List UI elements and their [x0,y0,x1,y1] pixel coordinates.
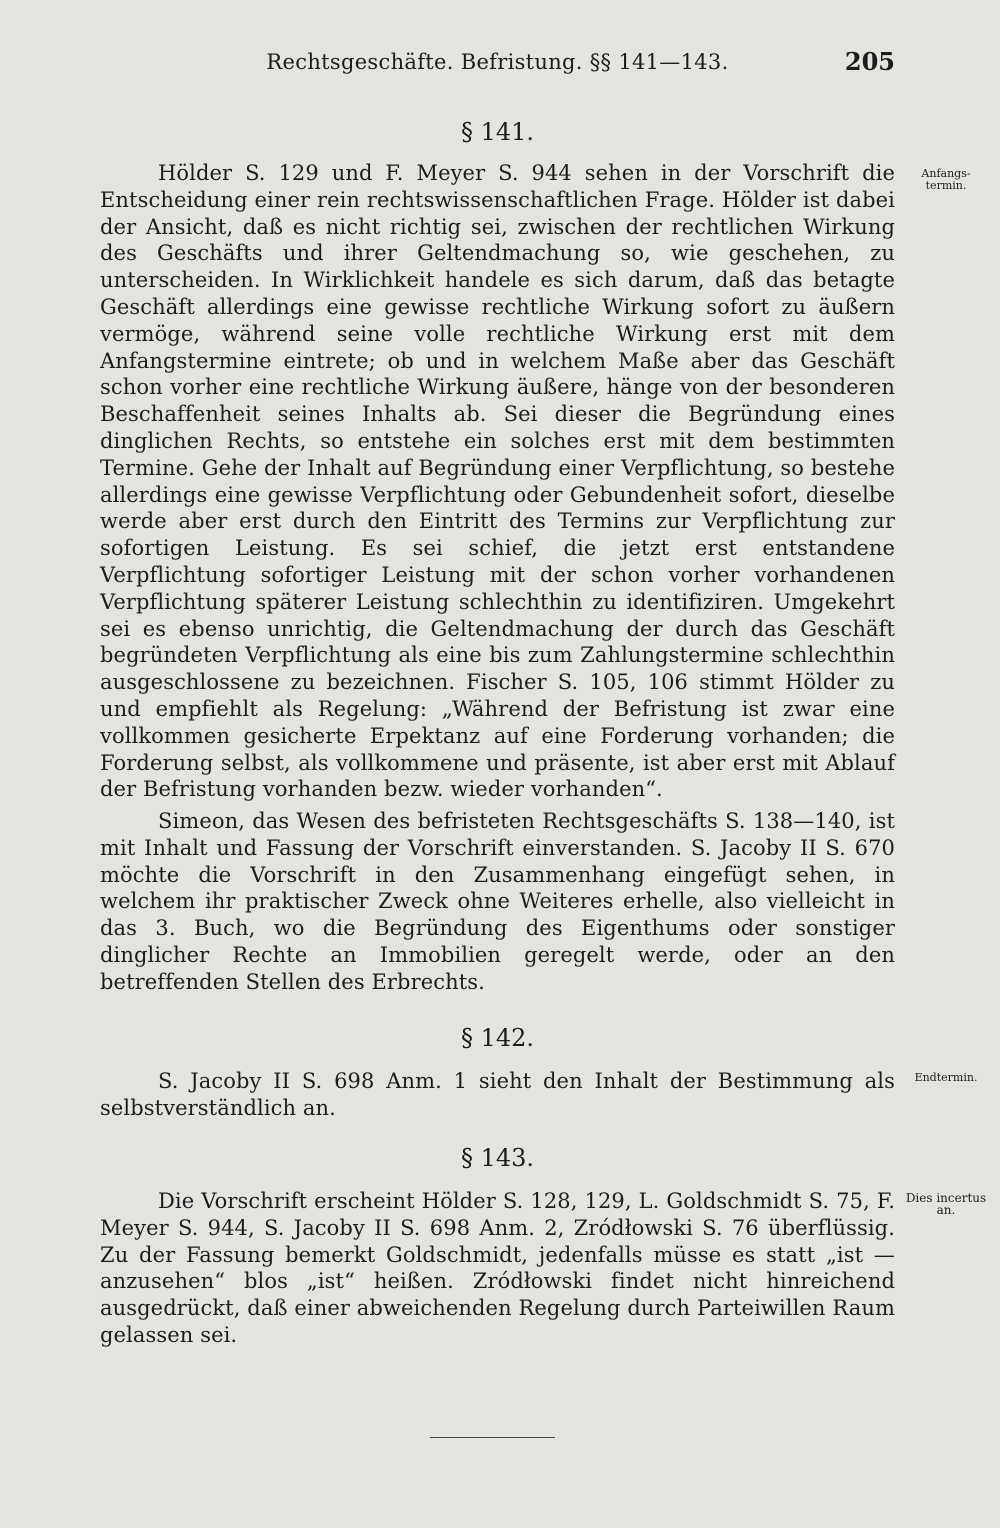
margin-note-endtermin: Endtermin. [914,1071,978,1084]
running-head [100,42,895,82]
paragraph-143-1: Die Vorschrift erscheint Hölder S. 128, 129, L. Goldschmidt S. 75, F. Meyer S. 944, S. Jacoby II S. 698 Anm. 2, Zródłowski S. 76 überflüssig. Zu der Fassung bemerkt Goldschmidt, jedenfalls müsse es statt „ist — anzusehen“ blos „ist“ heißen. Zródłowski findet nicht hinreichend ausgedrückt, daß einer abweichenden Regelung durch Parteiwillen Raum gelassen sei. [100,1189,895,1347]
margin-note-anfangstermin: Anfangs-termin. [921,167,971,192]
paragraph-141-1: Hölder S. 129 und F. Meyer S. 944 sehen in der Vorschrift die Entscheidung einer rein rechtswissenschaftlichen Frage. Hölder ist dabei der Ansicht, daß es nicht richtig sei, zwischen der rechtlichen Wirkung des Geschäfts und ihrer Geltendmachung so, wie geschehen, zu unterscheiden. In Wirklichkeit handele es sich darum, daß das betagte Geschäft allerdings eine gewisse rechtliche Wirkung sofort zu äußern vermöge, während seine volle rechtliche Wirkung erst mit dem Anfangstermine eintrete; ob und in welchem Maße aber das Geschäft schon vorher eine rechtliche Wirkung äußere, hänge von der besonderen Beschaffenheit seines Inhalts ab. Sei dieser die Begründung eines dinglichen Rechts, so entstehe ein solches erst mit dem bestimmten Termine. Gehe der Inhalt auf Begründung einer Verpflichtung, so bestehe allerdings eine gewisse Verpflichtung oder Gebundenheit sofort, dieselbe werde aber erst durch den Eintritt des Termins zur Verpflichtung zur sofortigen Leistung. Es sei schief, die jetzt erst entstandene Verpflichtung sofortiger Leistung mit der schon vorher vorhandenen Verpflichtung späterer Leistung schlechthin zu identifiziren. Umgekehrt sei es ebenso unrichtig, die Geltendmachung der durch das Geschäft begründeten Verpflichtung als eine bis zum Zahlungstermine schlechthin ausgeschlossene zu bezeichnen. Fischer S. 105, 106 stimmt Hölder zu und empfiehlt als Regelung: „Während der Befristung ist zwar eine vollkommen gesicherte Erpektanz auf eine Forderung vorhanden; die Forderung selbst, als vollkommene und präsente, ist aber erst mit Ablauf der Befristung vorhanden bezw. wieder vorhanden“. [100,161,895,802]
footnote-rule [430,1437,555,1438]
section-heading-141: § 141. [460,118,535,146]
paragraph-142-1: S. Jacoby II S. 698 Anm. 1 sieht den Inhalt der Bestimmung als selbstverständlich an. [100,1069,895,1120]
margin-note-dies-incertus: Dies incertus an. [905,1191,987,1217]
paragraph-141-2: Simeon, das Wesen des befristeten Rechtsgeschäfts S. 138—140, ist mit Inhalt und Fassung der Vorschrift einverstanden. S. Jacoby II S. 670 möchte die Vorschrift in den Zusammenhang eingefügt sehen, in welchem ihr praktischer Zweck ohne Weiteres erhelle, also vielleicht in das 3. Buch, wo die Begründung des Eigenthums oder sonstiger dinglicher Rechte an Immobilien geregelt werde, oder an den betreffenden Stellen des Erbrechts. [100,809,895,994]
section-heading-143: § 143. [460,1144,535,1172]
running-title: Rechtsgeschäfte. Befristung. §§ 141—143. [266,50,729,74]
section-heading-142: § 142. [460,1024,535,1052]
page-number: 205 [844,47,895,76]
